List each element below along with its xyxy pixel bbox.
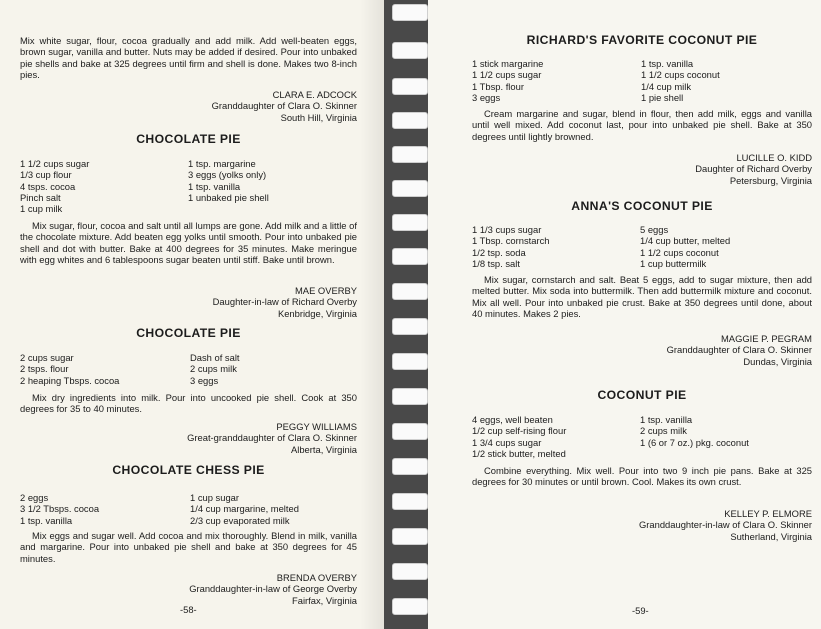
contributor-relation: Great-granddaughter of Clara O. Skinner [187,432,357,444]
ingredient-list-left [20,158,89,214]
binding-ring [392,180,428,197]
ingredient-list-right [640,414,749,448]
ingredient: 1 3/4 cups sugar [472,436,542,448]
ingredient: 1 (6 or 7 oz.) pkg. coconut [640,436,749,448]
ingredient-list-right [640,224,730,269]
recipe-title: RICHARD'S FAVORITE COCONUT PIE [526,33,758,47]
ingredient: 1 1/2 cups sugar [20,158,90,169]
recipe-attribution [548,508,812,542]
ingredient-list-right [190,352,240,386]
ingredient-list-right [641,58,720,103]
contributor-name: BRENDA OVERBY [276,572,357,583]
contributor-name: MAGGIE P. PEGRAM [721,333,812,344]
binding-ring [392,214,428,231]
intro-attribution [100,89,357,123]
ingredient: 1 1/3 cups sugar [472,224,542,235]
ingredient: 4 eggs, well beaten [472,414,553,425]
recipe-directions: Mix sugar, flour, cocoa and salt until all lumps are gone. Add milk and a little of the chocolate mixture. Add beaten egg yolks until smooth. Pour into unbaked pie shell and dot with butter. Bake at 400 degrees for 35 minutes. Make meringue with egg whites and 6 tablespoons sugar beaten until stiff. Bake until brown. [20,220,357,265]
binding-ring [392,563,428,580]
contributor-location: Dundas, Virginia [743,355,812,367]
binding-ring [392,112,428,129]
ingredient: 4 tsps. cocoa [20,180,76,192]
ingredient-list-left [472,224,549,269]
binding-ring [392,4,428,21]
recipe-directions: Combine everything. Mix well. Pour into two 9 inch pie pans. Bake at 325 degrees for 30 minutes or until brown. Cool. Makes its own crust. [472,465,812,488]
ingredient: 1 stick margarine [472,58,544,69]
contributor-relation: Granddaughter-in-law of George Overby [189,583,357,595]
recipe-directions: Mix dry ingredients into milk. Pour into uncooked pie shell. Cook at 350 degrees for 35 to 40 minutes. [20,392,357,415]
recipe-directions: Mix eggs and sugar well. Add cocoa and mix thoroughly. Blend in milk, vanilla and margarine. Pour into unbaked pie shell and bake at 350 degrees for 45 minutes. [20,530,357,564]
ingredient: 3 eggs [472,91,501,103]
recipe-title: CHOCOLATE CHESS PIE [112,463,265,477]
ingredient: 1/3 cup flour [20,169,72,181]
ingredient: 1 cup milk [20,203,63,215]
ingredient: 1 Tbsp. cornstarch [472,235,550,247]
contributor-name: MAE OVERBY [295,285,357,296]
ingredient: 2 cups milk [190,363,237,375]
contributor-location: Kenbridge, Virginia [277,307,357,319]
contributor-name: PEGGY WILLIAMS [276,421,357,432]
recipe-title: CHOCOLATE PIE [136,326,241,340]
intro-directions: Mix white sugar, flour, cocoa gradually and add milk. Add well-beaten eggs, brown sugar, vanilla and butter. Nuts may be added if desired. Pour into unbaked pie shells and bake at 325 degrees until firm and shell is done. Makes two 8-inch pies. [20,35,357,80]
ingredient: 1 pie shell [641,91,684,103]
ingredient: 3 eggs [190,374,219,386]
contributor-name: KELLEY P. ELMORE [724,508,812,519]
ingredient: 1 1/2 cups coconut [640,246,719,258]
ingredient-list-left [20,352,119,386]
contributor-location: Fairfax, Virginia [292,594,357,606]
recipe-title: CHOCOLATE PIE [136,132,241,146]
recipe-title: ANNA'S COCONUT PIE [571,199,713,213]
right-page [428,0,821,629]
ingredient: 1 tsp. vanilla [20,514,73,526]
ingredient: 1/4 cup milk [641,80,692,92]
ingredient: 1/4 cup margarine, melted [190,503,299,515]
recipe-attribution [548,152,812,186]
recipe-directions: Mix sugar, cornstarch and salt. Beat 5 eggs, add to sugar mixture, then add melted butter. Mix soda into buttermilk. Then add buttermilk mixture and coconut. Mix all well. Pour into unbaked pie crust. Bake at 350 degrees until done, about 40 minutes. Makes 2 pies. [472,274,812,319]
binding-ring [392,248,428,265]
ingredient-list-right [188,158,269,203]
ingredient: 3 eggs (yolks only) [188,169,267,181]
binding-ring [392,353,428,370]
binding-ring [392,388,428,405]
ingredient: 1 tsp. margarine [188,158,256,169]
binding-ring [392,528,428,545]
ingredient: 2 cups milk [640,425,687,437]
contributor-relation: Granddaughter of Clara O. Skinner [666,344,812,356]
ingredient: 2 eggs [20,492,49,503]
ingredient-list-left [20,492,99,526]
ingredient: 1 1/2 cups sugar [472,69,542,81]
ingredient: 1/2 stick butter, melted [472,447,566,459]
ingredient: 1 tsp. vanilla [188,180,241,192]
ingredient: 1 tsp. vanilla [641,58,694,69]
ingredient: 1 tsp. vanilla [640,414,693,425]
contributor-location: Petersburg, Virginia [729,174,812,186]
ingredient: 1/4 cup butter, melted [640,235,731,247]
binding-ring [392,78,428,95]
binding-ring [392,458,428,475]
page-number: -59- [632,605,649,616]
recipe-attribution [100,421,357,455]
ingredient: 1 1/2 cups coconut [641,69,720,81]
binding-ring [392,146,428,163]
ingredient: 1/2 tsp. soda [472,246,526,258]
ingredient: Dash of salt [190,352,240,363]
binding-ring [392,493,428,510]
binding-ring [392,423,428,440]
recipe-title: COCONUT PIE [597,388,687,402]
contributor-relation: Granddaughter-in-law of Clara O. Skinner [639,519,812,531]
ingredient: 2 tsps. flour [20,363,69,375]
contributor-name: LUCILLE O. KIDD [736,152,812,163]
contributor-relation: Granddaughter of Clara O. Skinner [211,100,357,112]
recipe-directions: Cream margarine and sugar, blend in flour, then add milk, eggs and vanilla until well mixed. Add coconut last, pour into unbaked pie shell. Bake at 350 degrees until lightly browned. [472,108,812,142]
ingredient: 1 Tbsp. flour [472,80,524,92]
ingredient: 1 cup sugar [190,492,239,503]
recipe-attribution [100,285,357,319]
ingredient: 3 1/2 Tbsps. cocoa [20,503,100,515]
contributor-relation: Daughter of Richard Overby [695,163,812,175]
ingredient-list-left [472,58,543,103]
left-page [0,0,395,629]
ingredient: 1/2 cup self-rising flour [472,425,567,437]
ingredient: 2 heaping Tbsps. cocoa [20,374,120,386]
binding-ring [392,318,428,335]
binding-ring [392,598,428,615]
contributor-location: Sutherland, Virginia [730,530,812,542]
ingredient: 1 unbaked pie shell [188,191,269,203]
contributor-location: South Hill, Virginia [280,111,357,123]
ingredient-list-left [472,414,566,459]
ingredient: 1 cup buttermilk [640,257,707,269]
contributor-name: CLARA E. ADCOCK [272,89,357,100]
ingredient: 2/3 cup evaporated milk [190,514,290,526]
contributor-location: Alberta, Virginia [290,443,357,455]
ingredient-list-right [190,492,299,526]
contributor-relation: Daughter-in-law of Richard Overby [212,296,357,308]
binding-ring [392,42,428,59]
ingredient: 5 eggs [640,224,669,235]
ingredient: 1/8 tsp. salt [472,257,520,269]
recipe-attribution [548,333,812,367]
binding-ring [392,283,428,300]
recipe-attribution [100,572,357,606]
ingredient: 2 cups sugar [20,352,74,363]
page-number: -58- [180,604,197,615]
ingredient: Pinch salt [20,191,61,203]
